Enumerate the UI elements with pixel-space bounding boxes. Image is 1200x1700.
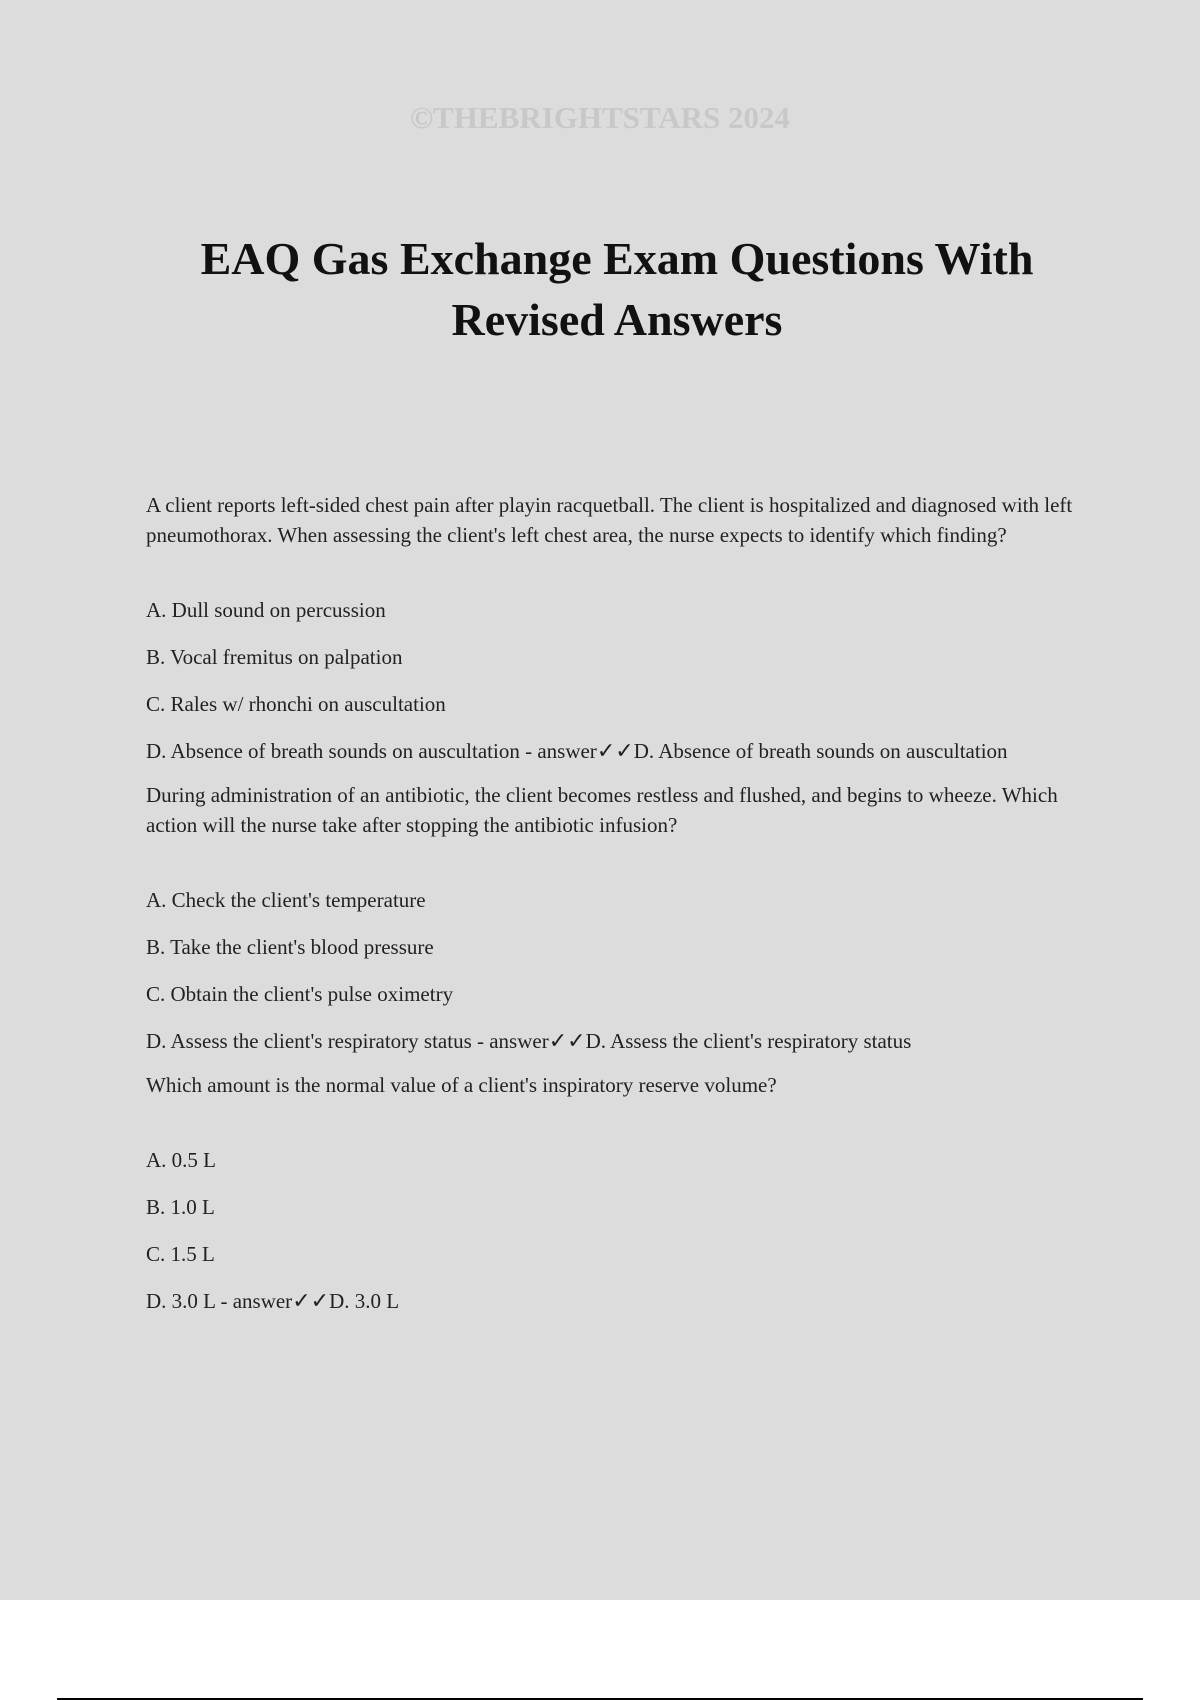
option-d: D. 3.0 L - answer <box>146 1289 293 1313</box>
question-list <box>146 490 1076 1330</box>
option-a: A. 0.5 L <box>146 1148 216 1172</box>
question-block <box>146 780 1076 1057</box>
option-b: B. Vocal fremitus on palpation <box>146 645 403 669</box>
option-d: D. Assess the client's respiratory status - answer <box>146 1029 549 1053</box>
option-b: B. 1.0 L <box>146 1195 215 1219</box>
option-a: A. Dull sound on percussion <box>146 598 386 622</box>
check-mark-icon: ✓✓ <box>596 739 634 764</box>
answer-text: D. Assess the client's respiratory status <box>585 1029 912 1053</box>
option-a: A. Check the client's temperature <box>146 888 426 912</box>
option-c: C. Obtain the client's pulse oximetry <box>146 982 454 1006</box>
option-d: D. Absence of breath sounds on auscultation - answer <box>146 739 597 763</box>
option-c: C. Rales w/ rhonchi on auscultation <box>146 692 446 716</box>
answer-line <box>146 1026 1076 1057</box>
question-block <box>146 490 1076 767</box>
answer-text: D. 3.0 L <box>329 1289 400 1313</box>
watermark: ©THEBRIGHTSTARS 2024 <box>409 100 791 135</box>
option-c: C. 1.5 L <box>146 1242 215 1266</box>
option-b: B. Take the client's blood pressure <box>146 935 434 959</box>
answer-line <box>146 736 1076 767</box>
question-text: Which amount is the normal value of a client's inspiratory reserve volume? <box>146 1073 777 1097</box>
document-title: EAQ Gas Exchange Exam Questions With Revised Answers <box>200 233 1034 345</box>
check-mark-icon: ✓✓ <box>292 1289 330 1314</box>
answer-line <box>146 1286 1076 1317</box>
answer-text: D. Absence of breath sounds on auscultation <box>633 739 1008 763</box>
question-text: During administration of an antibiotic, the client becomes restless and flushed, and begins to wheeze. Which action will the nurse take after stopping the antibiotic infusion? <box>146 783 1058 837</box>
question-block <box>146 1070 1076 1317</box>
question-text: A client reports left-sided chest pain after playin racquetball. The client is hospitalized and diagnosed with left pneumothorax. When assessing the client's left chest area, the nurse expects to identify which finding? <box>146 493 1073 547</box>
check-mark-icon: ✓✓ <box>548 1029 586 1054</box>
